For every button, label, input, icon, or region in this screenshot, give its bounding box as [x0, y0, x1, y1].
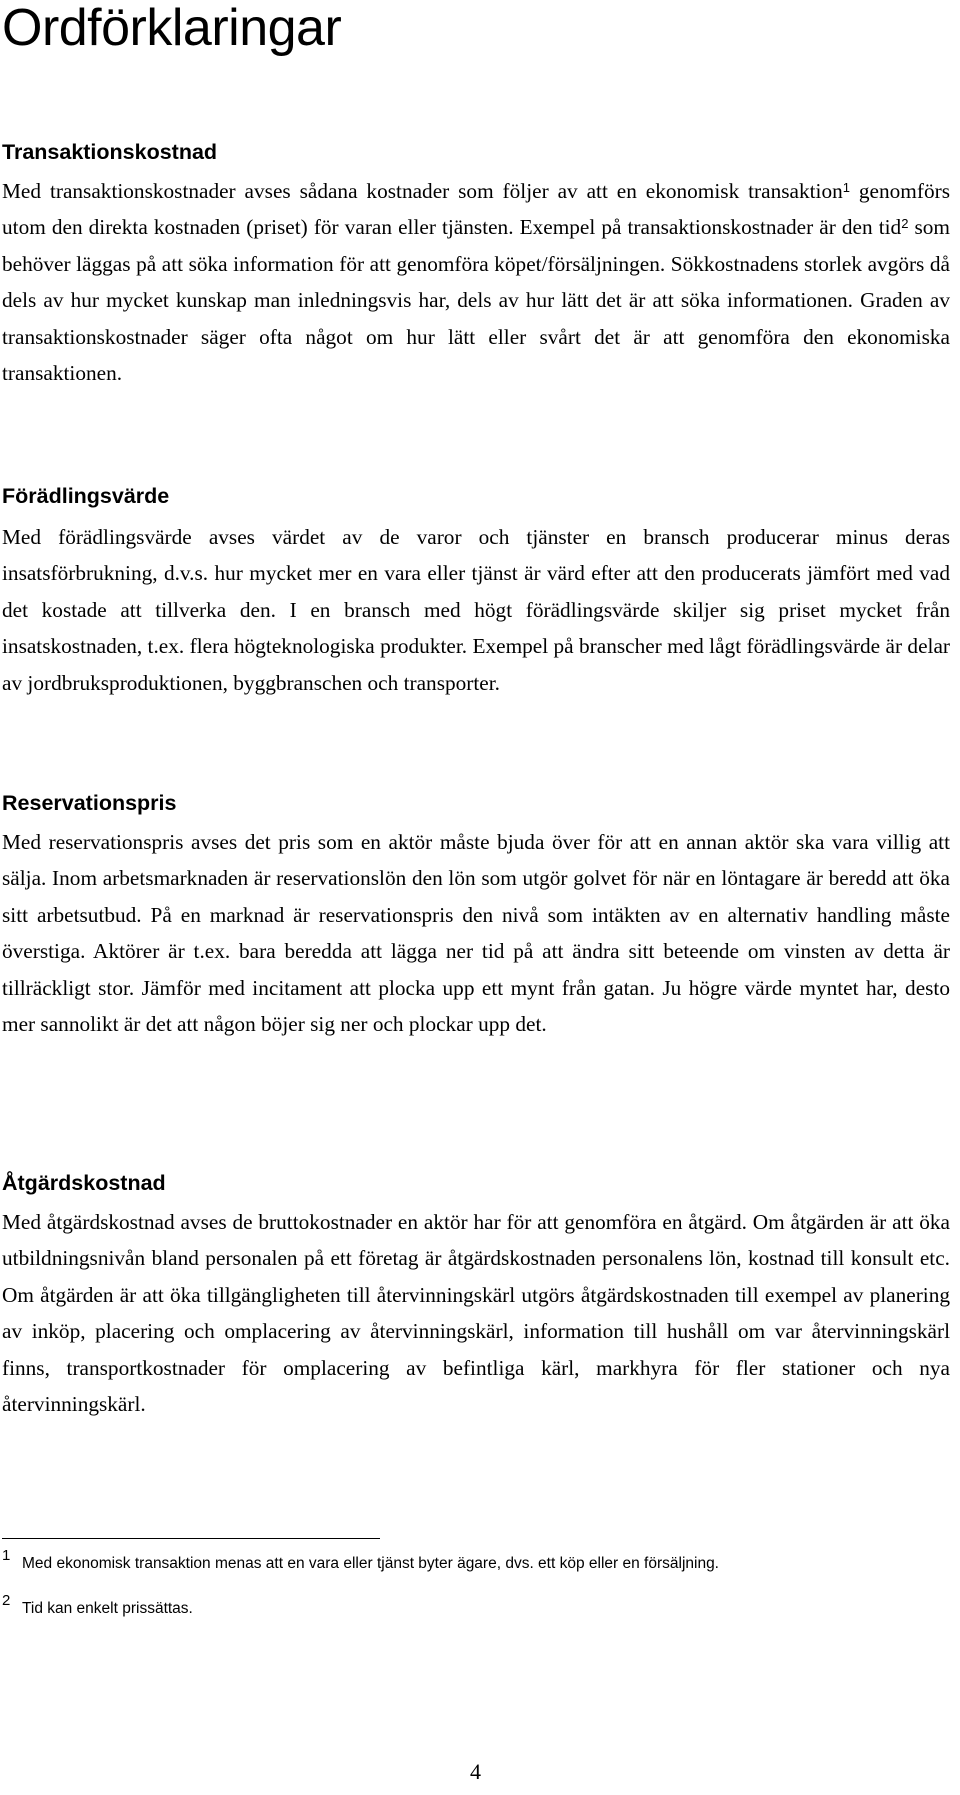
footnote-mark: 2 [2, 1592, 11, 1609]
footnote-1 [2, 1547, 950, 1575]
section-paragraph: Med förädlingsvärde avses värdet av de varor och tjänster en bransch producerar minus deras insatsförbrukning, d.v.s. hur mycket mer en vara eller tjänst är värd efter att den producerats jämfört med vad det kostade att tillverka den. I en bransch med högt förädlingsvärde skiljer sig priset mycket från insatskostnaden, t.ex. flera högteknologiska produkter. Exempel på branscher med lågt förädlingsvärde är delar av jordbruksproduktionen, byggbranschen och transporter. [2, 525, 950, 695]
section-heading: Reservationspris [2, 791, 177, 815]
footnote-text: Tid kan enkelt prissättas. [22, 1600, 193, 1617]
page-number: 4 [470, 1759, 481, 1784]
footnote-ref-1[interactable]: 1 [842, 180, 850, 195]
footnote-mark: 1 [2, 1547, 11, 1564]
section-paragraph [2, 173, 950, 391]
section-heading: Förädlingsvärde [2, 484, 170, 508]
paragraph-text: som behöver läggas på att söka information för att genomföra köpet/försäljningen. Sökkostnadens storlek avgörs då dels av hur mycket kunskap man inledningsvis har, dels av hur lätt det är att söka informationen. Graden av transaktionskostnader säger ofta något om hur lätt eller svårt det är att genomföra den ekonomiska transaktionen. [2, 215, 951, 386]
section-heading: Transaktionskostnad [2, 140, 218, 164]
section-foradlingsvarde [2, 481, 950, 701]
footnote-divider [2, 1538, 380, 1539]
footnote-2 [2, 1592, 950, 1620]
section-transaktionskostnad [2, 137, 950, 391]
section-reservationspris [2, 788, 950, 1042]
section-paragraph: Med åtgärdskostnad avses de bruttokostnader en aktör har för att genomföra en åtgärd. Om åtgärden är att öka utbildningsnivån bland personalen på ett företag är åtgärdskostnaden personalens lön, kostnad till konsult etc. Om åtgärden är att öka tillgängligheten till återvinningskärl utgörs åtgärdskostnaden till exempel av planering av inköp, placering och omplacering av återvinningskärl, information till hushåll om var återvinningskärl finns, transportkostnader för omplacering av befintliga kärl, markhyra för fler stationer och nya återvinningskärl. [2, 1210, 950, 1417]
paragraph-text: genomförs utom den direkta kostnaden (priset) för varan eller tjänsten. Exempel på transaktionskostnader är den tid [2, 179, 950, 240]
paragraph-text: Med transaktionskostnader avses sådana kostnader som följer av att en ekonomisk transaktion [2, 179, 843, 203]
footnote-text: Med ekonomisk transaktion menas att en vara eller tjänst byter ägare, dvs. ett köp eller en försäljning. [22, 1555, 719, 1572]
footnote-ref-2[interactable]: 2 [901, 216, 909, 232]
section-heading: Åtgärdskostnad [2, 1171, 166, 1195]
section-paragraph: Med reservationspris avses det pris som en aktör måste bjuda över för att en annan aktör ska vara villig att sälja. Inom arbetsmarknaden är reservationslön den lön som utgör golvet för när en löntagare är beredd att öka sitt arbetsutbud. På en marknad är reservationspris den nivå som intäkten av en alternativ handling måste överstiga. Aktörer är t.ex. bara beredda att lägga ner tid på att ändra sitt beteende om vinsten av detta är tillräckligt stor. Jämför med incitament att plocka upp ett mynt från gatan. Ju högre värde myntet har, desto mer sannolikt är det att någon böjer sig ner och plockar upp det. [2, 830, 950, 1037]
page-title: Ordförklaringar [2, 0, 342, 57]
section-atgardskostnad [2, 1168, 950, 1422]
